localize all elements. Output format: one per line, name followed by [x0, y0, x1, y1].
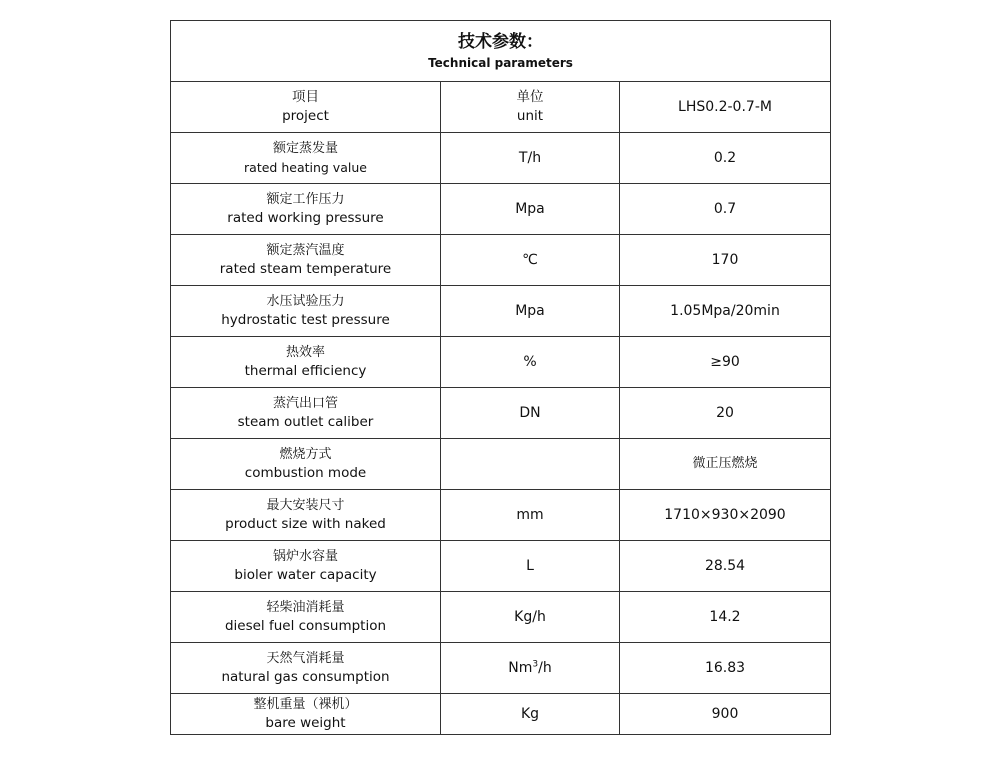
param-unit-superscript: 3	[532, 659, 539, 670]
param-name-en: bare weight	[265, 715, 346, 731]
param-unit	[441, 439, 620, 490]
header-unit-en: unit	[516, 108, 544, 124]
param-name-en: rated heating value	[244, 160, 367, 175]
param-name-zh: 天然气消耗量	[266, 651, 345, 666]
header-project-zh: 项目	[292, 89, 319, 105]
param-unit: L	[441, 541, 620, 592]
param-name-en: steam outlet caliber	[237, 414, 374, 430]
technical-parameters-table	[170, 20, 831, 735]
param-name-cell	[171, 388, 441, 439]
param-name-cell	[171, 643, 441, 694]
param-unit-main: Nm	[508, 660, 533, 676]
param-name-en: combustion mode	[244, 465, 367, 481]
param-name-cell	[171, 439, 441, 490]
param-name-zh: 热效率	[285, 345, 325, 360]
param-name-cell	[171, 490, 441, 541]
table-row	[171, 235, 831, 286]
table-row	[171, 388, 831, 439]
param-name-en: hydrostatic test pressure	[221, 312, 390, 328]
param-unit: Kg/h	[441, 592, 620, 643]
param-unit: %	[441, 337, 620, 388]
technical-parameters-sheet	[170, 20, 830, 735]
param-name-zh: 轻柴油消耗量	[266, 600, 345, 615]
table-row	[171, 133, 831, 184]
param-unit: Mpa	[441, 184, 620, 235]
param-name-cell	[171, 541, 441, 592]
header-row	[171, 82, 831, 133]
param-value: ≥90	[620, 337, 831, 388]
table-title-zh: 技术参数：	[458, 32, 543, 52]
param-value: 0.2	[620, 133, 831, 184]
param-unit-tail: /h	[538, 660, 552, 676]
header-unit-zh: 单位	[516, 89, 544, 105]
param-name-cell	[171, 286, 441, 337]
table-row	[171, 337, 831, 388]
param-name-en: rated steam temperature	[219, 261, 392, 277]
param-name-en: diesel fuel consumption	[224, 618, 387, 634]
table-row	[171, 541, 831, 592]
table-row	[171, 184, 831, 235]
param-name-zh: 锅炉水容量	[272, 549, 338, 564]
table-row	[171, 592, 831, 643]
param-name-zh: 额定蒸汽温度	[266, 243, 345, 258]
param-value: 28.54	[620, 541, 831, 592]
param-unit: ℃	[441, 235, 620, 286]
title-cell	[171, 21, 831, 82]
param-name-zh: 蒸汽出口管	[272, 396, 338, 411]
param-name-zh: 整机重量（裸机）	[253, 697, 358, 712]
table-title-en: Technical parameters	[428, 56, 573, 70]
param-name-cell	[171, 592, 441, 643]
param-unit: Mpa	[441, 286, 620, 337]
title-row	[171, 21, 831, 82]
param-unit: Kg	[441, 694, 620, 735]
param-value: 170	[620, 235, 831, 286]
param-name-zh: 额定蒸发量	[272, 141, 338, 156]
header-model-cell	[620, 82, 831, 133]
param-value: 0.7	[620, 184, 831, 235]
param-name-en: rated working pressure	[227, 210, 384, 226]
param-value: 20	[620, 388, 831, 439]
param-name-en: thermal efficiency	[244, 363, 367, 379]
table-row	[171, 643, 831, 694]
param-name-zh: 水压试验压力	[266, 294, 345, 309]
param-name-cell	[171, 184, 441, 235]
param-value: 900	[620, 694, 831, 735]
table-row	[171, 439, 831, 490]
param-unit-cell	[441, 643, 620, 694]
param-value: 14.2	[620, 592, 831, 643]
param-name-en: bioler water capacity	[234, 567, 377, 583]
header-unit-cell	[441, 82, 620, 133]
table-row	[171, 286, 831, 337]
param-value: 1710×930×2090	[620, 490, 831, 541]
param-name-cell	[171, 133, 441, 184]
param-unit: T/h	[441, 133, 620, 184]
header-model: LHS0.2-0.7-M	[678, 99, 772, 115]
param-name-en: natural gas consumption	[221, 669, 390, 685]
param-name-zh: 额定工作压力	[266, 192, 345, 207]
table-row	[171, 490, 831, 541]
param-value: 1.05Mpa/20min	[620, 286, 831, 337]
param-value: 16.83	[620, 643, 831, 694]
table-row	[171, 694, 831, 735]
param-unit: DN	[441, 388, 620, 439]
param-name-zh: 最大安装尺寸	[266, 498, 345, 513]
param-name-cell	[171, 337, 441, 388]
param-name-en: product size with naked	[225, 516, 386, 532]
param-name-zh: 燃烧方式	[279, 447, 332, 462]
header-project-en: project	[282, 108, 329, 124]
param-name-cell	[171, 235, 441, 286]
param-name-cell	[171, 694, 441, 735]
header-project-cell	[171, 82, 441, 133]
param-value: 微正压燃烧	[620, 439, 831, 490]
param-unit: mm	[441, 490, 620, 541]
